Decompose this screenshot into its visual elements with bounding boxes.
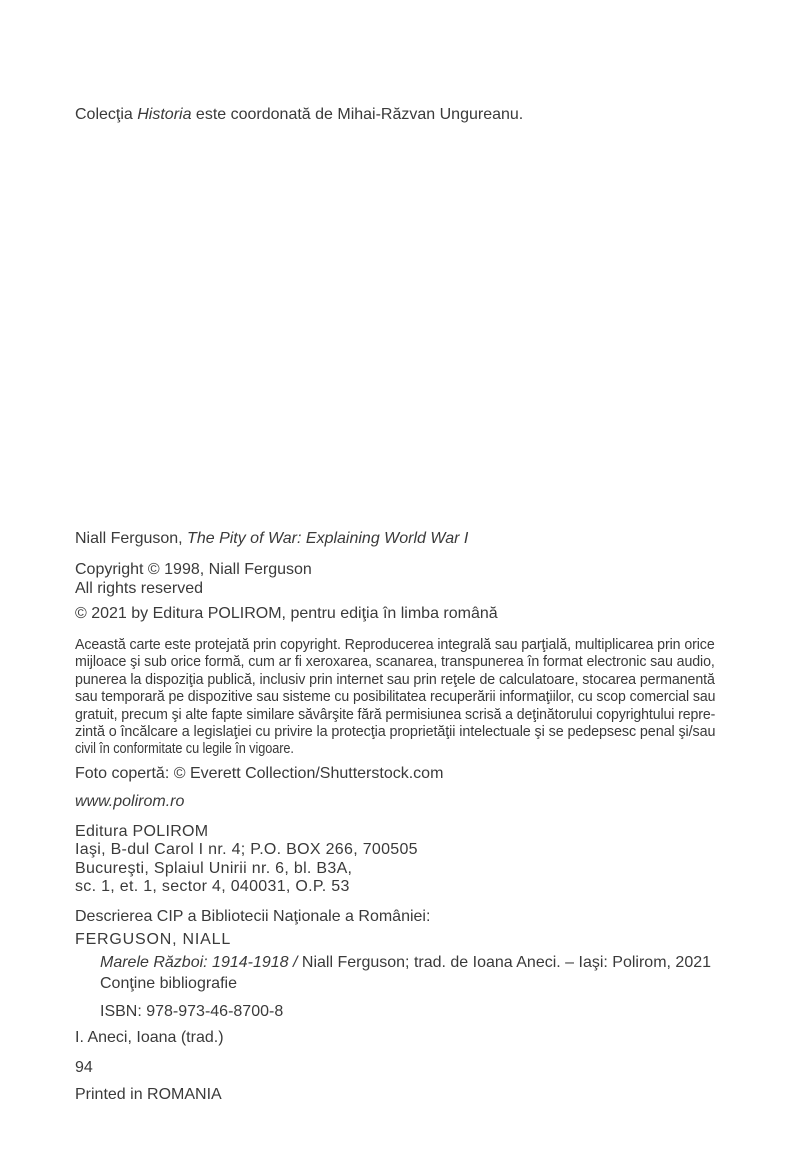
cip-title-details: Niall Ferguson; trad. de Ioana Aneci. – Iaşi: Polirom, 2021 [297,954,712,971]
legal-notice-line: punerea la dispoziţia publică, inclusiv prin internet sau prin reţele de calculatoare, stocarea permanentă [75,670,715,688]
publisher-address-line: Bucureşti, Splaiul Unirii nr. 6, bl. B3A, [75,859,353,877]
original-title-text: The Pity of War: Explaining World War I [187,530,469,547]
cip-title-line [100,952,711,973]
publisher-website: www.polirom.ro [75,793,185,810]
cip-description-header: Descrierea CIP a Bibliotecii Naţionale a României: [75,908,431,925]
original-title-line [75,530,468,548]
cip-author-heading: FERGUSON, NIALL [75,931,232,948]
collection-note [75,106,523,124]
publisher-address-lines [75,841,418,896]
publisher-address-block [75,823,418,897]
copyright-line: Copyright © 1998, Niall Ferguson [75,561,312,578]
rights-reserved-line: All rights reserved [75,580,204,597]
romanian-edition-copyright: © 2021 by Editura POLIROM, pentru ediţia în limba română [75,605,498,622]
original-copyright-block [75,560,312,598]
cip-book-title: Marele Război: 1914-1918 / [100,954,298,971]
cover-photo-credit: Foto copertă: © Everett Collection/Shutterstock.com [75,765,444,782]
legal-notice-line: Această carte este protejată prin copyright. Reproducerea integrală sau parţială, multiplicarea prin orice [75,636,715,653]
udc-classification-number: 94 [75,1059,93,1076]
publisher-address-line: Iaşi, B-dul Carol I nr. 4; P.O. BOX 266, 700505 [75,841,418,859]
collection-note-pre: Colecţia [75,106,138,123]
cip-bibliography-note: Conţine bibliografie [100,975,237,992]
isbn-line: ISBN: 978-973-46-8700-8 [100,1003,284,1020]
legal-notice-paragraph [75,636,756,758]
legal-notice-line: gratuit, precum şi alte fapte similare săvârşite fără permisiunea scrisă a deţinătorului copyrightului repre- [75,705,716,723]
collection-note-post: este coordonată de Mihai-Răzvan Ungureanu. [191,106,524,123]
legal-notice-line: sau temporară pe dispozitive sau sisteme cu posibilitatea recuperării informaţiilor, cu scop comercial sau [75,688,716,706]
publisher-address-line: sc. 1, et. 1, sector 4, 040031, O.P. 53 [75,878,350,896]
printed-in-line: Printed in ROMANIA [75,1086,222,1103]
publisher-name: Editura POLIROM [75,823,209,840]
legal-notice-line: mijloace şi sub orice formă, cum ar fi xeroxarea, scanarea, transpunerea în format electronic sau audio, [75,653,715,671]
cip-entry-block [100,952,711,994]
original-author: Niall Ferguson, [75,530,188,547]
legal-notice-line: zintă o încălcare a legislaţiei cu privire la protecţia proprietăţii intelectuale şi se pedepsesc penal şi/sau [75,723,716,741]
legal-notice-line: civil în conformitate cu legile în vigoare. [75,740,294,758]
translator-index-line: I. Aneci, Ioana (trad.) [75,1029,224,1046]
collection-series-name: Historia [137,106,192,123]
